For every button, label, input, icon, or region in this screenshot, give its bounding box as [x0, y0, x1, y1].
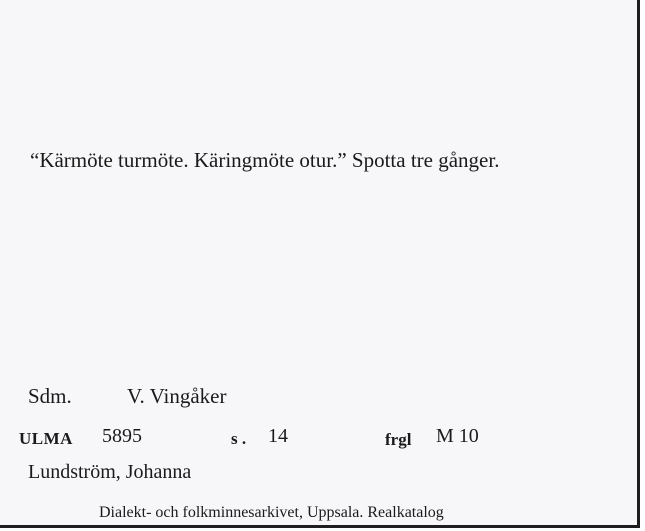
folk-saying-text: “Kärmöte turmöte. Käringmöte otur.” Spotta tre gånger. [30, 148, 500, 172]
parish-name: V. Vingåker [127, 384, 227, 408]
region-abbreviation: Sdm. [28, 384, 72, 408]
questionnaire-value: M 10 [436, 425, 479, 447]
archive-footer: Dialekt- och folkminnesarkivet, Uppsala. Realkatalog [99, 504, 444, 521]
page-label: s . [231, 429, 247, 448]
ulma-number: 5895 [102, 425, 142, 447]
page-number: 14 [268, 425, 288, 447]
recorder-name: Lundström, Johanna [28, 461, 192, 483]
questionnaire-label: frgl [385, 430, 412, 449]
ulma-label: ULMA [19, 429, 73, 448]
